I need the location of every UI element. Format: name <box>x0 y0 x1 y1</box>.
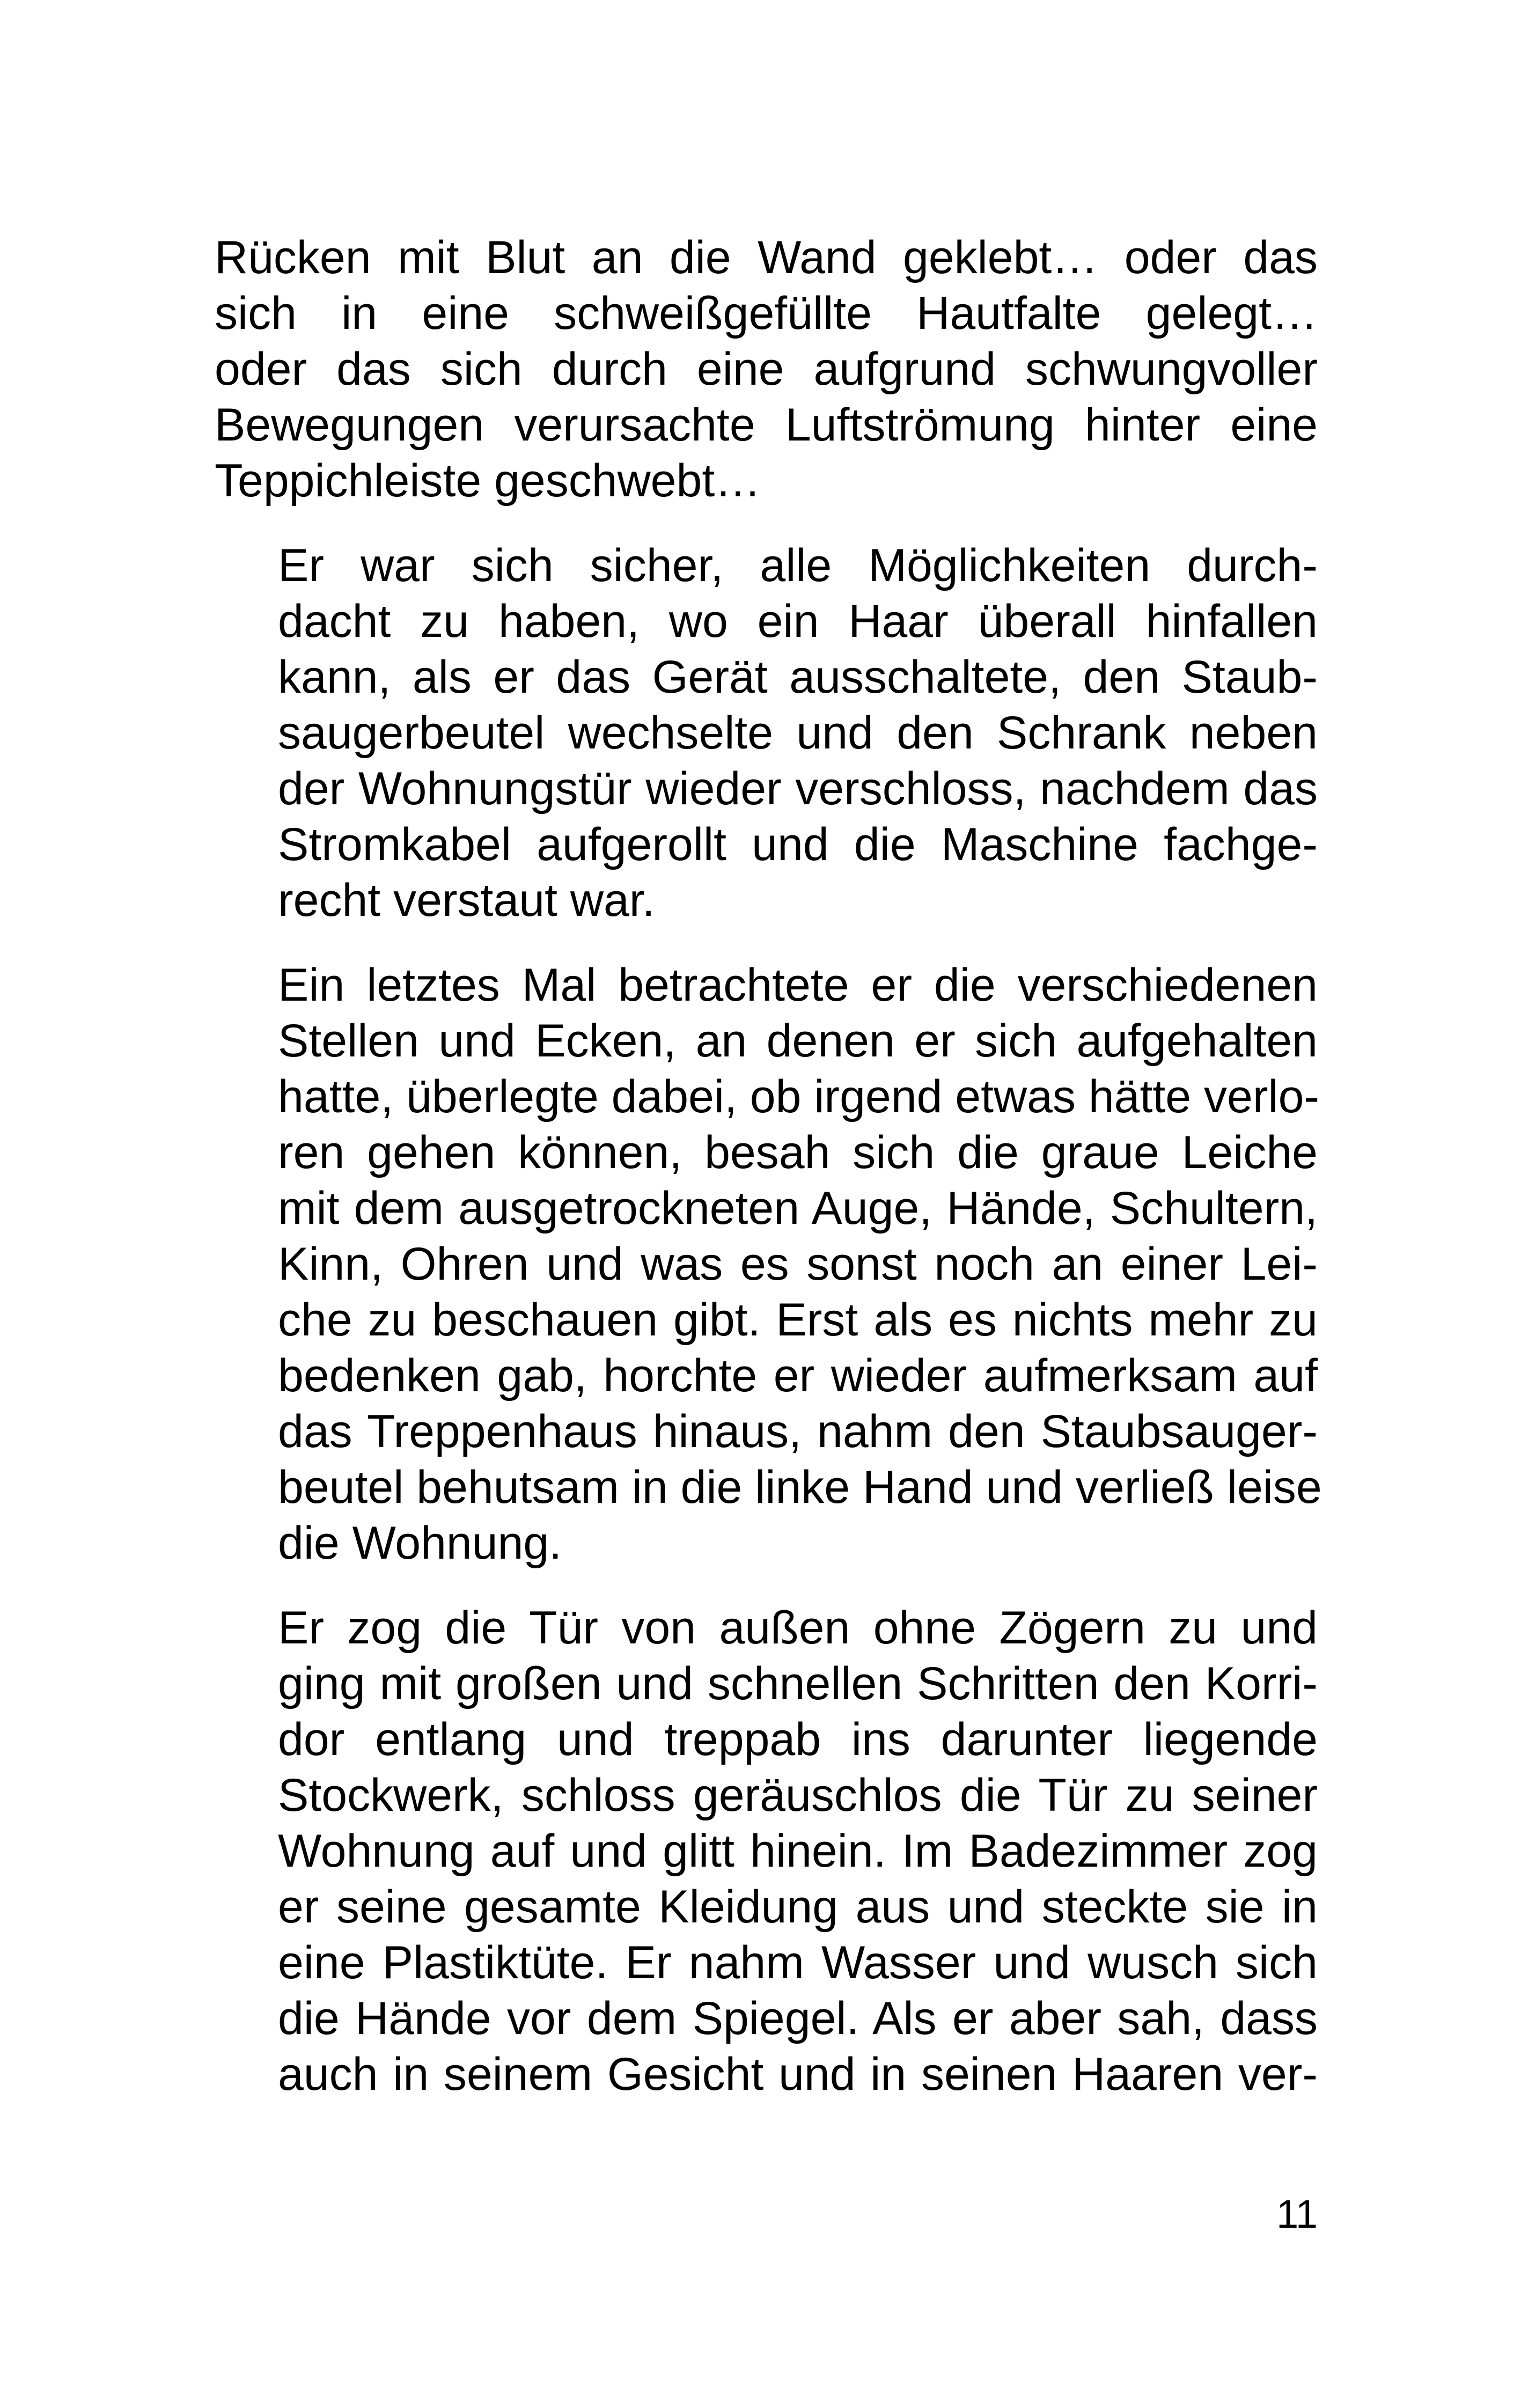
text-line: mit dem ausgetrockneten Auge, Hände, Schultern, <box>278 1183 1318 1234</box>
text-line: dor entlang und treppab ins darunter liegende <box>278 1714 1318 1765</box>
body-text <box>215 230 1322 2131</box>
text-line: Bewegungen verursachte Luftströmung hinter eine <box>215 399 1318 451</box>
text-line: die Wohnung. <box>278 1517 562 1569</box>
text-line: auch in seinem Gesicht und in seinen Haaren ver- <box>278 2049 1318 2100</box>
text-line: die Hände vor dem Spiegel. Als er aber sah, dass <box>278 1993 1318 2044</box>
text-line: Wohnung auf und glitt hinein. Im Badezimmer zog <box>278 1825 1318 1877</box>
text-line: der Wohnungstür wieder verschloss, nachdem das <box>278 763 1318 814</box>
text-line: ren gehen können, besah sich die graue Leiche <box>278 1127 1318 1178</box>
text-line: eine Plastiktüte. Er nahm Wasser und wusch sich <box>278 1937 1318 1988</box>
text-line: Teppichleiste geschwebt… <box>215 455 761 506</box>
text-line: Kinn, Ohren und was es sonst noch an einer Lei- <box>278 1238 1318 1290</box>
text-line: saugerbeutel wechselte und den Schrank neben <box>278 707 1318 759</box>
text-line: recht verstaut war. <box>278 875 655 926</box>
text-line: sich in eine schweißgefüllte Hautfalte gelegt… <box>215 288 1318 339</box>
text-line: bedenken gab, horchte er wieder aufmerksam auf <box>278 1350 1318 1401</box>
text-line: das Treppenhaus hinaus, nahm den Staubsauger- <box>278 1406 1318 1457</box>
text-line: beutel behutsam in die linke Hand und verließ leise <box>278 1462 1322 1513</box>
text-line: ging mit großen und schnellen Schritten den Korri- <box>278 1658 1318 1709</box>
text-line: oder das sich durch eine aufgrund schwungvoller <box>215 343 1318 395</box>
text-line: che zu beschauen gibt. Erst als es nichts mehr zu <box>278 1294 1318 1346</box>
paragraph-2 <box>215 538 1318 928</box>
text-line: Stellen und Ecken, an denen er sich aufgehalten <box>278 1015 1318 1067</box>
paragraph-1 <box>215 230 1318 509</box>
text-line: Er zog die Tür von außen ohne Zögern zu und <box>278 1602 1318 1654</box>
paragraph-4 <box>215 1600 1318 2102</box>
text-line: er seine gesamte Kleidung aus und steckte sie in <box>278 1881 1318 1933</box>
text-line: hatte, überlegte dabei, ob irgend etwas hätte verlo- <box>278 1071 1320 1122</box>
text-line: Stromkabel aufgerollt und die Maschine fachge- <box>278 819 1318 870</box>
text-line: Stockwerk, schloss geräuschlos die Tür zu seiner <box>278 1770 1318 1821</box>
text-line: dacht zu haben, wo ein Haar überall hinfallen <box>278 596 1318 647</box>
text-line: kann, als er das Gerät ausschaltete, den Staub- <box>278 651 1318 703</box>
page-number: 11 <box>1276 2192 1318 2236</box>
text-line: Er war sich sicher, alle Möglichkeiten durch- <box>278 540 1318 591</box>
text-line: Ein letztes Mal betrachtete er die verschiedenen <box>278 959 1318 1011</box>
paragraph-3 <box>215 957 1322 1571</box>
text-line: Rücken mit Blut an die Wand geklebt… oder das <box>215 232 1318 283</box>
